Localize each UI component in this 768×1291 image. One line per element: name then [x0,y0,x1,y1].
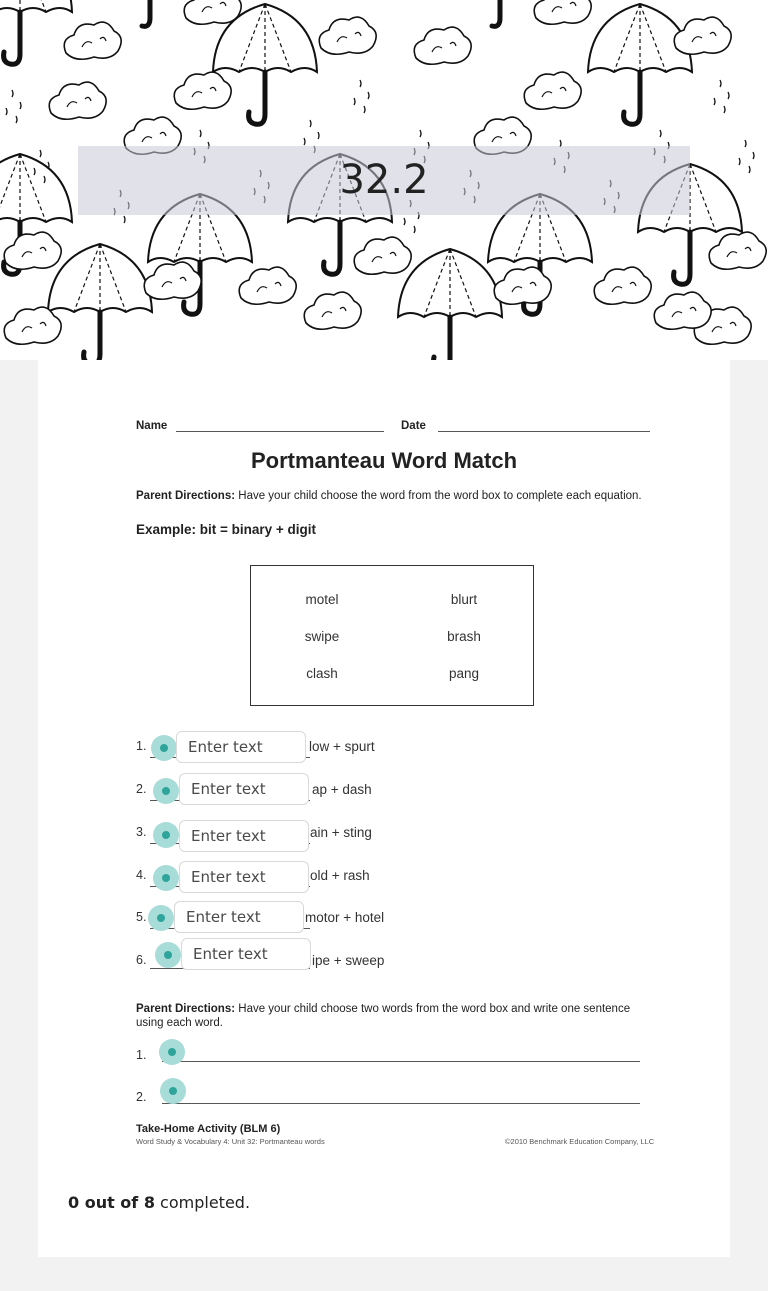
directions-2-text: Have your child choose two words from the word box and write one sentence [235,1003,631,1015]
footer-copyright: ©2010 Benchmark Education Company, LLC [505,1137,655,1146]
hotspot-marker[interactable] [153,778,179,804]
footer-subtitle: Word Study & Vocabulary 4: Unit 32: Portmanteau words [136,1137,325,1146]
hotspot-marker[interactable] [153,822,179,848]
item-number: 3. [136,825,147,839]
word-box-item: pang [448,666,480,681]
banner-title: 32.2 [339,157,429,203]
item-equation: ain + sting [310,825,372,840]
word-box-item: brash [447,629,481,644]
answer-input-1[interactable] [176,731,306,763]
item-equation: motor + hotel [305,910,385,925]
item-number: 5. [136,910,147,924]
directions-2-bold: Parent Directions: [136,1003,236,1015]
directions-2-continued: using each word. [136,1017,223,1029]
item-number: 2. [136,782,147,796]
example-text: Example: bit = binary + digit [136,522,317,537]
word-box-item: motel [305,592,339,607]
item-equation: ap + dash [312,782,372,797]
item-equation: ipe + sweep [312,953,385,968]
date-label: Date [401,420,426,432]
completion-count: 0 out of 8 [68,1193,155,1212]
completion-suffix: completed. [154,1193,251,1212]
answer-input-2[interactable] [179,773,309,805]
footer-title: Take-Home Activity (BLM 6) [136,1123,281,1135]
hotspot-marker[interactable] [155,942,181,968]
sentence-number: 2. [136,1090,147,1104]
hotspot-marker[interactable] [160,1078,186,1104]
answer-input-4[interactable] [179,861,309,893]
word-box-item: clash [306,666,338,681]
date-line [438,431,650,432]
item-equation: low + spurt [309,739,375,754]
answer-input-6[interactable] [181,938,311,970]
hotspot-marker[interactable] [151,735,177,761]
answer-input-5[interactable] [174,901,304,933]
sentence-line-2 [162,1103,640,1104]
sentence-number: 1. [136,1048,147,1062]
worksheet-title: Portmanteau Word Match [250,448,518,473]
directions-2 [136,1003,630,1015]
name-label: Name [136,420,168,432]
item-number: 1. [136,739,147,753]
item-equation: old + rash [310,868,370,883]
sentence-line-1 [162,1061,640,1062]
banner-image [0,0,768,360]
answer-input-3[interactable] [179,820,309,852]
hotspot-marker[interactable] [153,865,179,891]
item-number: 4. [136,868,147,882]
directions-1-text: Have your child choose the word from the word box to complete each equation. [235,490,642,502]
item-number: 6. [136,953,147,967]
hotspot-marker[interactable] [159,1039,185,1065]
name-line [176,431,384,432]
word-box-item: swipe [304,629,340,644]
directions-1-bold: Parent Directions: [136,490,236,502]
word-box-item: blurt [450,592,478,607]
directions-1 [136,490,642,502]
hotspot-marker[interactable] [148,905,174,931]
completion-status [68,1193,250,1212]
